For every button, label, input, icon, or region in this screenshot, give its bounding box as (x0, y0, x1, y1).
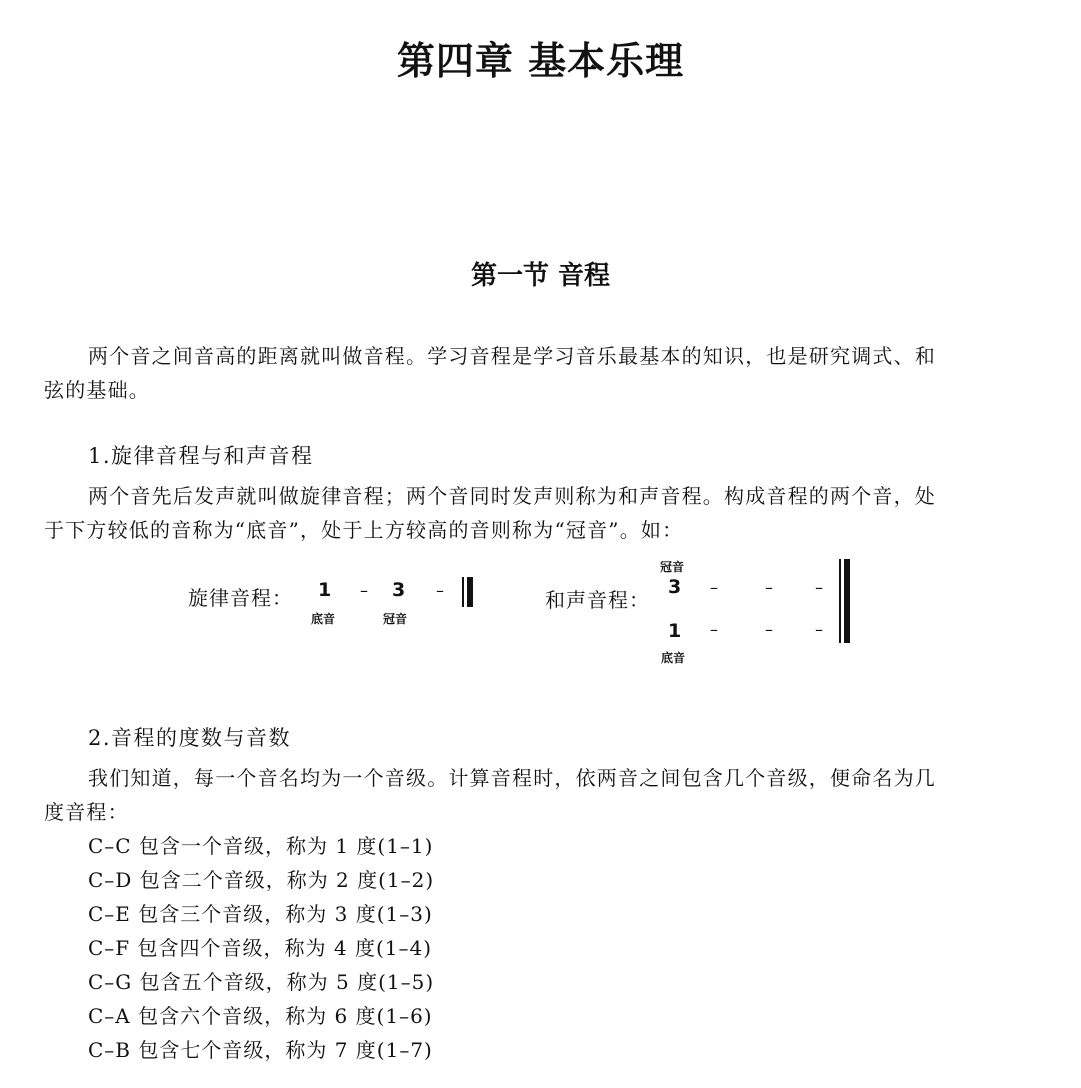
part1-line-1: 两个音先后发声就叫做旋律音程；两个音同时发声则称为和声音程。构成音程的两个音，处 (88, 484, 936, 508)
list-item: C–C 包含一个音级，称为 1 度(1–1) (88, 834, 434, 858)
harmonic-barline-thin (839, 559, 841, 643)
part2-heading: 2.音程的度数与音数 (88, 726, 292, 750)
harmonic-bottom-dash-3: – (815, 620, 823, 639)
harmonic-top-dash-2: – (765, 578, 773, 597)
part2-line-1: 我们知道，每一个音名均为一个音级。计算音程时，依两音之间包含几个音级，便命名为几 (88, 766, 936, 790)
harmonic-interval-label: 和声音程： (545, 588, 650, 612)
harmonic-bottom-note-label: 底音 (661, 651, 686, 665)
part1-line-2: 于下方较低的音称为“底音”，处于上方较高的音则称为“冠音”。如： (44, 518, 684, 542)
part1-heading: 1.旋律音程与和声音程 (88, 444, 314, 468)
list-item: C–F 包含四个音级，称为 4 度(1–4) (88, 936, 433, 960)
chapter-title: 第四章 基本乐理 (396, 38, 685, 83)
harmonic-barline-thick (844, 559, 850, 643)
list-item: C–E 包含三个音级，称为 3 度(1–3) (88, 902, 433, 926)
melodic-dash-2: – (436, 581, 444, 600)
melodic-dash-1: – (360, 581, 368, 600)
melodic-note-2: 3 (392, 579, 406, 601)
intro-line-2: 弦的基础。 (44, 378, 150, 402)
harmonic-bottom-note: 1 (668, 620, 682, 642)
harmonic-top-dash-1: – (710, 578, 718, 597)
part2-line-2: 度音程： (44, 800, 129, 824)
list-item: C–D 包含二个音级，称为 2 度(1–2) (88, 868, 435, 892)
melodic-barline-thick (467, 577, 473, 607)
harmonic-bottom-dash-1: – (710, 620, 718, 639)
list-item: C–A 包含六个音级，称为 6 度(1–6) (88, 1004, 433, 1028)
melodic-bottom-note-label: 底音 (311, 612, 336, 626)
harmonic-top-note: 3 (668, 576, 682, 598)
melodic-note-1: 1 (318, 579, 332, 601)
melodic-interval-label: 旋律音程： (188, 586, 293, 610)
intro-line-1: 两个音之间音高的距离就叫做音程。学习音程是学习音乐最基本的知识，也是研究调式、和 (88, 344, 936, 368)
harmonic-top-note-label: 冠音 (660, 560, 685, 574)
harmonic-bottom-dash-2: – (765, 620, 773, 639)
melodic-top-note-label: 冠音 (383, 612, 408, 626)
list-item: C–B 包含七个音级，称为 7 度(1–7) (88, 1038, 433, 1062)
list-item: C–G 包含五个音级，称为 5 度(1–5) (88, 970, 435, 994)
harmonic-top-dash-3: – (815, 578, 823, 597)
section-title: 第一节 音程 (470, 261, 611, 291)
melodic-barline-thin (462, 577, 464, 607)
